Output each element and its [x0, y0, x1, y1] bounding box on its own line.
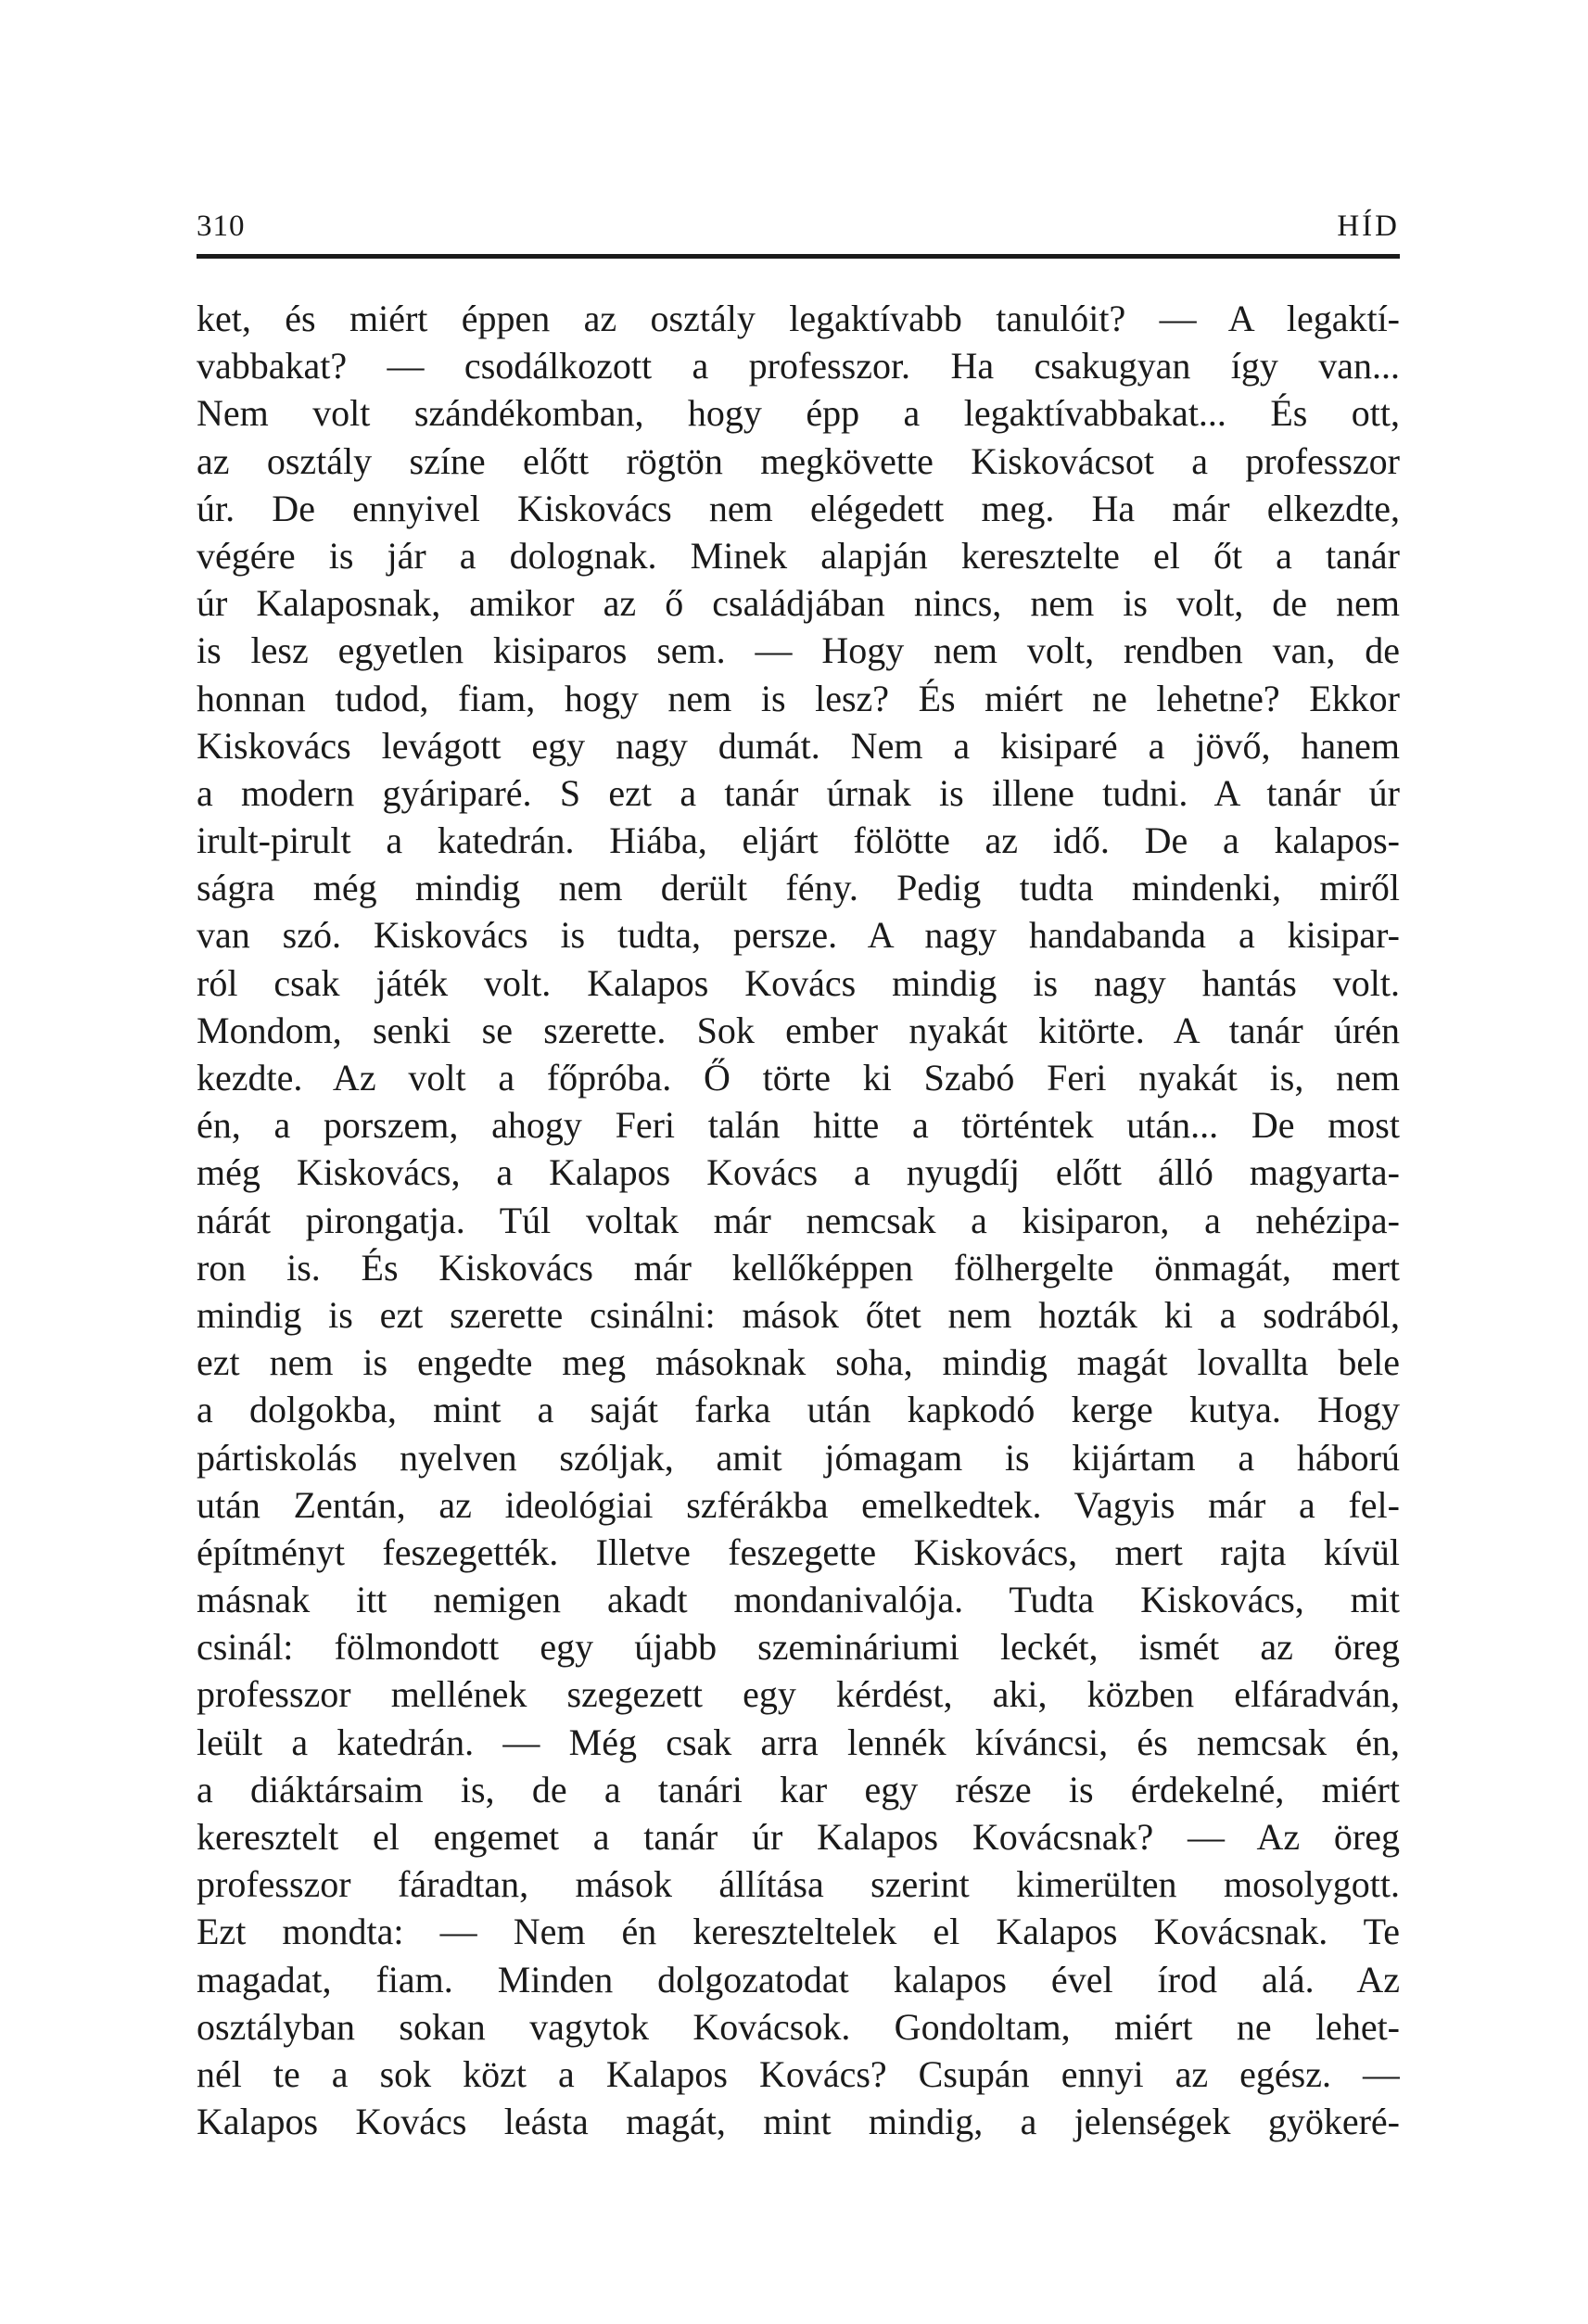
text-line: építményt feszegették. Illetve feszegette Kiskovács, mert rajta kívül — [197, 1530, 1400, 1573]
text-line: irult-pirult a katedrán. Hiába, eljárt fölötte az idő. De a kalapos- — [197, 819, 1400, 862]
text-line: ezt nem is engedte meg másoknak soha, mindig magát lovallta bele — [197, 1341, 1400, 1384]
text-line: én, a porszem, ahogy Feri talán hitte a történtek után... De most — [197, 1104, 1400, 1147]
text-line: ról csak játék volt. Kalapos Kovács mindig is nagy hantás volt. — [197, 961, 1400, 1004]
text-line: vabbakat? — csodálkozott a professzor. Ha csakugyan így van... — [197, 345, 1400, 387]
text-line: a diáktársaim is, de a tanári kar egy része is érdekelné, miért — [197, 1768, 1400, 1810]
text-line: a dolgokba, mint a saját farka után kapkodó kerge kutya. Hogy — [197, 1389, 1400, 1431]
text-line: ron is. És Kiskovács már kellőképpen fölhergelte önmagát, mert — [197, 1246, 1400, 1289]
text-line: csinál: fölmondott egy újabb szemináriumi leckét, ismét az öreg — [197, 1626, 1400, 1669]
text-line: Kalapos Kovács leásta magát, mint mindig, a jelenségek gyökeré- — [197, 2101, 1400, 2143]
text-line: is lesz egyetlen kisiparos sem. — Hogy nem volt, rendben van, de — [197, 629, 1400, 672]
text-line: magadat, fiam. Minden dolgozatodat kalapos ével írod alá. Az — [197, 1958, 1400, 2000]
text-line: professzor fáradtan, mások állítása szerint kimerülten mosolygott. — [197, 1863, 1400, 1906]
text-line: Ezt mondta: — Nem én kereszteltelek el Kalapos Kovácsnak. Te — [197, 1911, 1400, 1953]
text-line: úr. De ennyivel Kiskovács nem elégedett meg. Ha már elkezdte, — [197, 487, 1400, 529]
page-number: 310 — [197, 210, 246, 243]
text-line: ságra még mindig nem derült fény. Pedig tudta mindenki, miről — [197, 867, 1400, 909]
page-header — [197, 208, 1400, 259]
text-line: végére is jár a dolognak. Minek alapján keresztelte el őt a tanár — [197, 534, 1400, 577]
text-line: pártiskolás nyelven szóljak, amit jómagam is kijártam a háború — [197, 1436, 1400, 1479]
text-line: mindig is ezt szerette csinálni: mások őtet nem hozták ki a sodrából, — [197, 1293, 1400, 1336]
text-line: ket, és miért éppen az osztály legaktívabb tanulóit? — A legaktí- — [197, 298, 1400, 339]
text-line: úr Kalaposnak, amikor az ő családjában nincs, nem is volt, de nem — [197, 582, 1400, 625]
text-line: Nem volt szándékomban, hogy épp a legaktívabbakat... És ott, — [197, 392, 1400, 435]
text-line: keresztelt el engemet a tanár úr Kalapos Kovácsnak? — Az öreg — [197, 1816, 1400, 1858]
text-line: honnan tudod, fiam, hogy nem is lesz? És miért ne lehetne? Ekkor — [197, 677, 1400, 719]
text-line: van szó. Kiskovács is tudta, persze. A nagy handabanda a kisipar- — [197, 914, 1400, 957]
text-line: másnak itt nemigen akadt mondanivalója. Tudta Kiskovács, mit — [197, 1579, 1400, 1621]
text-line: még Kiskovács, a Kalapos Kovács a nyugdíj előtt álló magyarta- — [197, 1151, 1400, 1194]
running-title: HÍD — [1337, 210, 1400, 243]
text-line: az osztály színe előtt rögtön megkövette Kiskovácsot a professzor — [197, 439, 1400, 482]
text-line: nárát pirongatja. Túl voltak már nemcsak a kisiparon, a nehézipa- — [197, 1199, 1400, 1241]
text-line: kezdte. Az volt a főpróba. Ő törte ki Szabó Feri nyakát is, nem — [197, 1057, 1400, 1099]
text-line: professzor mellének szegezett egy kérdést, aki, közben elfáradván, — [197, 1673, 1400, 1716]
text-line: Mondom, senki se szerette. Sok ember nyakát kitörte. A tanár úrén — [197, 1009, 1400, 1051]
text-line: leült a katedrán. — Még csak arra lennék kíváncsi, és nemcsak én, — [197, 1721, 1400, 1763]
body-text — [197, 295, 1400, 2145]
text-line: nél te a sok közt a Kalapos Kovács? Csupán ennyi az egész. — — [197, 2052, 1400, 2095]
text-line: után Zentán, az ideológiai szférákba emelkedtek. Vagyis már a fel- — [197, 1483, 1400, 1526]
text-line: a modern gyáriparé. S ezt a tanár úrnak is illene tudni. A tanár úr — [197, 771, 1400, 814]
text-line: osztályban sokan vagytok Kovácsok. Gondoltam, miért ne lehet- — [197, 2005, 1400, 2048]
text-line: Kiskovács levágott egy nagy dumát. Nem a kisiparé a jövő, hanem — [197, 724, 1400, 767]
